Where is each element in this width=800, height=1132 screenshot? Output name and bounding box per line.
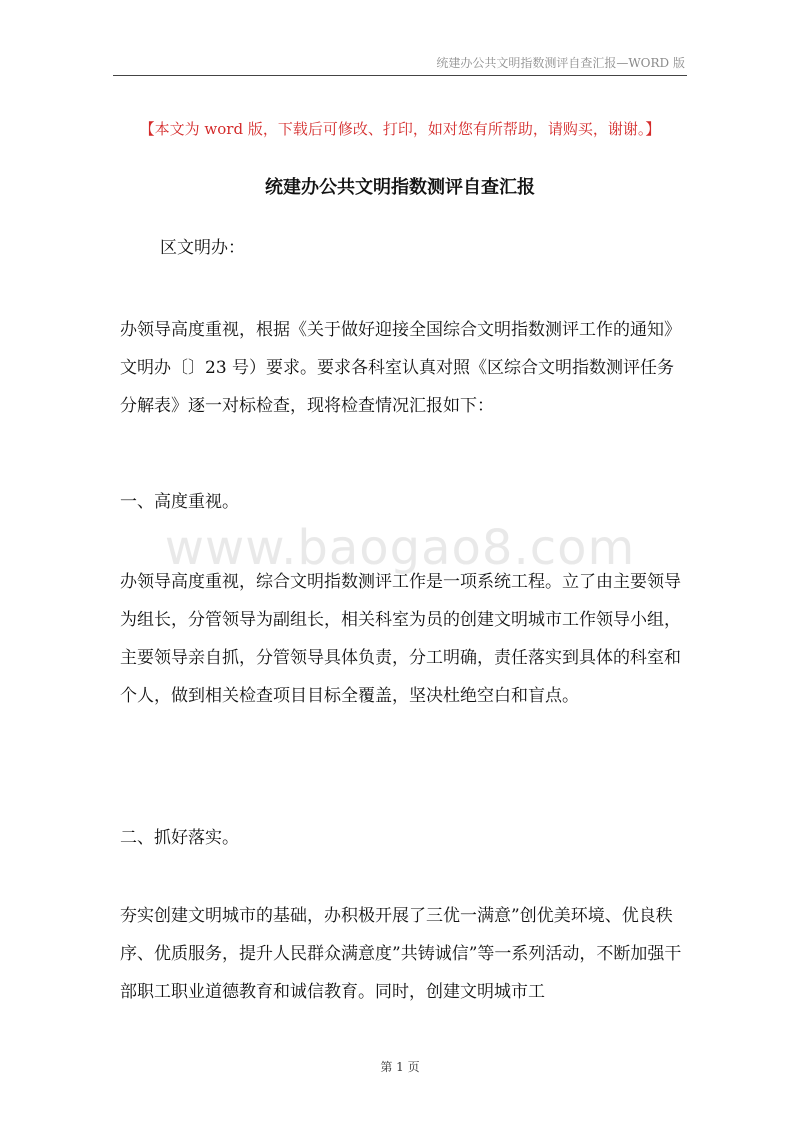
paragraph-intro: 办领导高度重视，根据《关于做好迎接全国综合文明指数测评工作的通知》文明办〔〕23 号）要求。要求各科室认真对照《区综合文明指数测评任务分解表》逐一对标检查，现将检查情况汇报如下：	[120, 320, 681, 416]
watermark: www.baogao8.com	[164, 520, 636, 576]
section-heading-2: 二、抓好落实。	[120, 828, 239, 848]
section-heading-1: 一、高度重视。	[120, 492, 239, 512]
download-notice: 【本文为 word 版，下载后可修改、打印，如对您有所帮助，请购买，谢谢。】	[139, 120, 661, 138]
page-number: 第 1 页	[380, 1060, 420, 1074]
document-title: 统建办公共文明指数测评自查汇报	[265, 177, 535, 198]
salutation: 区文明办：	[160, 238, 245, 258]
paragraph-section-1: 办领导高度重视，综合文明指数测评工作是一项系统工程。立了由主要领导为组长，分管领导为副组长，相关科室为员的创建文明城市工作领导小组，主要领导亲自抓，分管领导具体负责，分工明确，责任落实到具体的科室和个人，做到相关检查项目目标全覆盖，坚决杜绝空白和盲点。	[120, 572, 681, 706]
paragraph-section-2: 夯实创建文明城市的基础，办积极开展了三优一满意”创优美环境、优良秩序、优质服务，提升人民群众满意度”共铸诚信”等一系列活动，不断加强干部职工职业道德教育和诚信教育。同时，创建文明城市工	[120, 906, 682, 1002]
header-divider	[113, 75, 687, 76]
running-header: 统建办公共文明指数测评自查汇报—WORD 版	[436, 56, 685, 70]
